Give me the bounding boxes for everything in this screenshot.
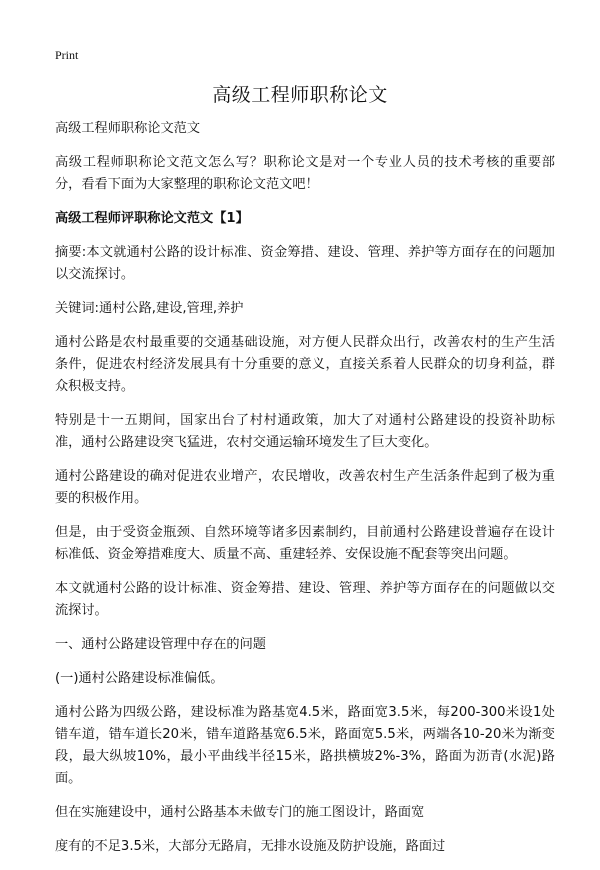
paragraph-body: 通村公路建设的确对促进农业增产，农民增收，改善农村生产生活条件起到了极为重要的积极作用。: [55, 469, 555, 506]
section-heading: 高级工程师评职称论文范文【1】: [55, 211, 249, 226]
paragraph-intro: 高级工程师职称论文范文怎么写？职称论文是对一个专业人员的技术考核的重要部分，看看下面为大家整理的职称论文范文吧！: [55, 155, 555, 192]
paragraph-body: 但是，由于受资金瓶颈、自然环境等诸多因素制约，目前通村公路建设普遍存在设计标准低、资金筹措难度大、质量不高、重建轻养、安保设施不配套等突出问题。: [55, 525, 555, 562]
paragraph-body: 度有的不足3.5米，大部分无路肩，无排水设施及防护设施，路面过: [55, 839, 446, 854]
section-heading-problems: 一、通村公路建设管理中存在的问题: [55, 637, 266, 652]
paragraph-abstract: 摘要:本文就通村公路的设计标准、资金筹措、建设、管理、养护等方面存在的问题加以交流探讨。: [55, 245, 555, 282]
document-title: 高级工程师职称论文: [212, 84, 388, 106]
paragraph-body: 通村公路是农村最重要的交通基础设施，对方便人民群众出行，改善农村的生产生活条件，促进农村经济发展具有十分重要的意义，直接关系着人民群众的切身利益，群众积极支持。: [55, 335, 555, 394]
paragraph-keywords: 关键词:通村公路,建设,管理,养护: [55, 301, 244, 316]
print-label: Print: [55, 48, 79, 62]
subsection-heading: (一)通村公路建设标准偏低。: [55, 671, 224, 686]
paragraph-body: 特别是十一五期间，国家出台了村村通政策，加大了对通村公路建设的投资补助标准，通村公路建设突飞猛进，农村交通运输环境发生了巨大变化。: [55, 413, 555, 450]
paragraph-body: 本文就通村公路的设计标准、资金筹措、建设、管理、养护等方面存在的问题做以交流探讨。: [55, 581, 555, 618]
document-body: [55, 118, 555, 870]
paragraph-subtitle: 高级工程师职称论文范文: [55, 121, 201, 136]
paragraph-body: 通村公路为四级公路，建设标准为路基宽4.5米，路面宽3.5米，每200-300米设1处错车道，错车道长20米，错车道路基宽6.5米，路面宽5.5米，两端各10-20米为渐变段，最大纵坡10%，最小平曲线半径15米，路拱横坡2%-3%，路面为沥青(水泥)路面。: [55, 705, 555, 786]
paragraph-body: 但在实施建设中，通村公路基本未做专门的施工图设计，路面宽: [55, 805, 425, 820]
